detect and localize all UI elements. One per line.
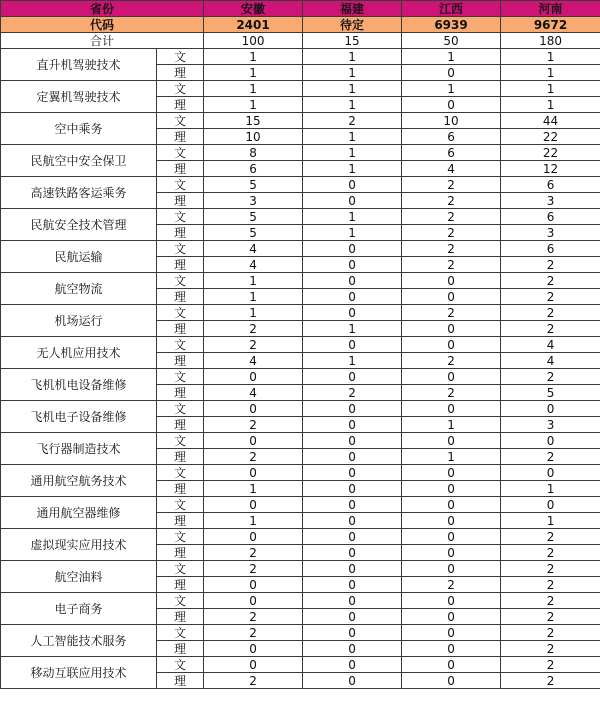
- quota-fujian: 1: [303, 49, 402, 65]
- quota-anhui: 2: [204, 449, 303, 465]
- quota-henan: 1: [501, 81, 600, 97]
- quota-fujian: 0: [303, 417, 402, 433]
- quota-anhui: 4: [204, 257, 303, 273]
- quota-anhui: 0: [204, 657, 303, 673]
- major-name: 移动互联应用技术: [1, 657, 157, 689]
- quota-henan: 2: [501, 369, 600, 385]
- subject-type: 理: [157, 577, 204, 593]
- quota-fujian: 0: [303, 545, 402, 561]
- quota-henan: 1: [501, 65, 600, 81]
- header-province-fujian: 福建: [303, 1, 402, 17]
- subject-type: 文: [157, 305, 204, 321]
- major-name: 机场运行: [1, 305, 157, 337]
- quota-jiangxi: 2: [402, 577, 501, 593]
- quota-anhui: 2: [204, 321, 303, 337]
- quota-jiangxi: 6: [402, 129, 501, 145]
- quota-anhui: 2: [204, 673, 303, 689]
- quota-jiangxi: 0: [402, 433, 501, 449]
- major-name: 通用航空器维修: [1, 497, 157, 529]
- subject-type: 文: [157, 625, 204, 641]
- subject-type: 理: [157, 129, 204, 145]
- quota-henan: 0: [501, 497, 600, 513]
- subject-type: 理: [157, 385, 204, 401]
- quota-anhui: 0: [204, 529, 303, 545]
- subject-type: 理: [157, 97, 204, 113]
- major-name: 飞行器制造技术: [1, 433, 157, 465]
- quota-jiangxi: 2: [402, 257, 501, 273]
- quota-jiangxi: 0: [402, 641, 501, 657]
- quota-jiangxi: 0: [402, 321, 501, 337]
- quota-henan: 0: [501, 401, 600, 417]
- quota-anhui: 5: [204, 225, 303, 241]
- quota-henan: 2: [501, 673, 600, 689]
- subject-type: 文: [157, 113, 204, 129]
- subject-type: 理: [157, 641, 204, 657]
- quota-anhui: 1: [204, 513, 303, 529]
- major-name: 人工智能技术服务: [1, 625, 157, 657]
- quota-jiangxi: 0: [402, 545, 501, 561]
- quota-henan: 0: [501, 433, 600, 449]
- header-province-label: 省份: [1, 1, 204, 17]
- quota-fujian: 1: [303, 353, 402, 369]
- quota-anhui: 1: [204, 289, 303, 305]
- total-jiangxi: 50: [402, 33, 501, 49]
- quota-fujian: 0: [303, 609, 402, 625]
- quota-jiangxi: 0: [402, 337, 501, 353]
- major-name: 直升机驾驶技术: [1, 49, 157, 81]
- quota-henan: 1: [501, 481, 600, 497]
- code-row: [1, 17, 600, 33]
- quota-henan: 6: [501, 177, 600, 193]
- table-row: [1, 529, 600, 545]
- quota-fujian: 1: [303, 225, 402, 241]
- quota-henan: 2: [501, 529, 600, 545]
- quota-anhui: 0: [204, 577, 303, 593]
- quota-anhui: 3: [204, 193, 303, 209]
- quota-anhui: 1: [204, 481, 303, 497]
- quota-anhui: 8: [204, 145, 303, 161]
- quota-jiangxi: 0: [402, 273, 501, 289]
- major-name: 民航运输: [1, 241, 157, 273]
- subject-type: 理: [157, 513, 204, 529]
- quota-anhui: 5: [204, 177, 303, 193]
- quota-anhui: 0: [204, 641, 303, 657]
- quota-fujian: 1: [303, 65, 402, 81]
- quota-fujian: 0: [303, 529, 402, 545]
- total-anhui: 100: [204, 33, 303, 49]
- quota-fujian: 0: [303, 497, 402, 513]
- quota-jiangxi: 2: [402, 193, 501, 209]
- quota-anhui: 1: [204, 81, 303, 97]
- quota-henan: 0: [501, 465, 600, 481]
- subject-type: 文: [157, 337, 204, 353]
- subject-type: 理: [157, 289, 204, 305]
- quota-henan: 2: [501, 449, 600, 465]
- quota-anhui: 2: [204, 545, 303, 561]
- subject-type: 文: [157, 497, 204, 513]
- table-row: [1, 177, 600, 193]
- major-name: 民航空中安全保卫: [1, 145, 157, 177]
- subject-type: 理: [157, 545, 204, 561]
- subject-type: 文: [157, 561, 204, 577]
- subject-type: 文: [157, 657, 204, 673]
- major-name: 无人机应用技术: [1, 337, 157, 369]
- major-name: 通用航空航务技术: [1, 465, 157, 497]
- code-fujian: 待定: [303, 17, 402, 33]
- quota-jiangxi: 0: [402, 481, 501, 497]
- quota-jiangxi: 0: [402, 465, 501, 481]
- quota-jiangxi: 2: [402, 385, 501, 401]
- quota-jiangxi: 1: [402, 49, 501, 65]
- quota-jiangxi: 0: [402, 369, 501, 385]
- subject-type: 理: [157, 417, 204, 433]
- major-rows: [1, 49, 600, 689]
- major-name: 定翼机驾驶技术: [1, 81, 157, 113]
- subject-type: 理: [157, 161, 204, 177]
- quota-fujian: 0: [303, 561, 402, 577]
- quota-henan: 4: [501, 353, 600, 369]
- subject-type: 文: [157, 433, 204, 449]
- subject-type: 文: [157, 81, 204, 97]
- quota-fujian: 0: [303, 657, 402, 673]
- quota-henan: 3: [501, 193, 600, 209]
- quota-fujian: 0: [303, 577, 402, 593]
- major-name: 虚拟现实应用技术: [1, 529, 157, 561]
- quota-fujian: 0: [303, 641, 402, 657]
- quota-henan: 2: [501, 257, 600, 273]
- quota-henan: 3: [501, 225, 600, 241]
- major-name: 飞机电子设备维修: [1, 401, 157, 433]
- quota-henan: 22: [501, 129, 600, 145]
- total-label: 合计: [1, 33, 204, 49]
- table-row: [1, 145, 600, 161]
- code-label: 代码: [1, 17, 204, 33]
- quota-fujian: 0: [303, 289, 402, 305]
- quota-anhui: 2: [204, 561, 303, 577]
- table-row: [1, 433, 600, 449]
- quota-anhui: 5: [204, 209, 303, 225]
- quota-anhui: 1: [204, 49, 303, 65]
- table-row: [1, 209, 600, 225]
- quota-fujian: 1: [303, 81, 402, 97]
- quota-jiangxi: 1: [402, 81, 501, 97]
- quota-henan: 4: [501, 337, 600, 353]
- subject-type: 理: [157, 609, 204, 625]
- header-province-anhui: 安徽: [204, 1, 303, 17]
- subject-type: 理: [157, 481, 204, 497]
- table-row: [1, 241, 600, 257]
- quota-henan: 2: [501, 593, 600, 609]
- quota-fujian: 1: [303, 161, 402, 177]
- quota-henan: 2: [501, 641, 600, 657]
- subject-type: 文: [157, 177, 204, 193]
- quota-jiangxi: 2: [402, 353, 501, 369]
- quota-anhui: 2: [204, 337, 303, 353]
- quota-jiangxi: 2: [402, 225, 501, 241]
- quota-anhui: 0: [204, 465, 303, 481]
- subject-type: 理: [157, 193, 204, 209]
- quota-jiangxi: 0: [402, 513, 501, 529]
- subject-type: 文: [157, 209, 204, 225]
- table-row: [1, 113, 600, 129]
- total-henan: 180: [501, 33, 600, 49]
- table-row: [1, 81, 600, 97]
- quota-jiangxi: 0: [402, 609, 501, 625]
- code-henan: 9672: [501, 17, 600, 33]
- table-row: [1, 561, 600, 577]
- quota-anhui: 10: [204, 129, 303, 145]
- major-name: 航空物流: [1, 273, 157, 305]
- quota-fujian: 0: [303, 433, 402, 449]
- quota-jiangxi: 0: [402, 561, 501, 577]
- table-row: [1, 657, 600, 673]
- table-row: [1, 273, 600, 289]
- quota-henan: 12: [501, 161, 600, 177]
- quota-henan: 2: [501, 273, 600, 289]
- table-row: [1, 49, 600, 65]
- subject-type: 文: [157, 145, 204, 161]
- quota-anhui: 0: [204, 401, 303, 417]
- quota-fujian: 1: [303, 129, 402, 145]
- quota-jiangxi: 2: [402, 305, 501, 321]
- quota-jiangxi: 0: [402, 289, 501, 305]
- quota-fujian: 0: [303, 273, 402, 289]
- quota-henan: 1: [501, 97, 600, 113]
- quota-henan: 2: [501, 657, 600, 673]
- table-row: [1, 305, 600, 321]
- quota-jiangxi: 2: [402, 209, 501, 225]
- quota-fujian: 0: [303, 305, 402, 321]
- subject-type: 理: [157, 225, 204, 241]
- subject-type: 理: [157, 257, 204, 273]
- quota-jiangxi: 2: [402, 177, 501, 193]
- quota-fujian: 2: [303, 385, 402, 401]
- subject-type: 理: [157, 673, 204, 689]
- quota-fujian: 1: [303, 209, 402, 225]
- quota-jiangxi: 4: [402, 161, 501, 177]
- quota-jiangxi: 1: [402, 449, 501, 465]
- quota-henan: 5: [501, 385, 600, 401]
- quota-henan: 2: [501, 625, 600, 641]
- table-row: [1, 337, 600, 353]
- quota-fujian: 1: [303, 321, 402, 337]
- quota-jiangxi: 0: [402, 65, 501, 81]
- quota-henan: 2: [501, 561, 600, 577]
- quota-jiangxi: 0: [402, 593, 501, 609]
- quota-anhui: 1: [204, 97, 303, 113]
- quota-anhui: 2: [204, 609, 303, 625]
- table-row: [1, 593, 600, 609]
- quota-fujian: 0: [303, 241, 402, 257]
- quota-henan: 22: [501, 145, 600, 161]
- quota-henan: 2: [501, 609, 600, 625]
- quota-anhui: 2: [204, 625, 303, 641]
- quota-fujian: 0: [303, 465, 402, 481]
- quota-fujian: 1: [303, 97, 402, 113]
- quota-henan: 2: [501, 321, 600, 337]
- subject-type: 文: [157, 401, 204, 417]
- quota-fujian: 0: [303, 673, 402, 689]
- major-name: 空中乘务: [1, 113, 157, 145]
- quota-henan: 2: [501, 305, 600, 321]
- quota-jiangxi: 0: [402, 673, 501, 689]
- major-name: 航空油料: [1, 561, 157, 593]
- major-name: 飞机机电设备维修: [1, 369, 157, 401]
- header-row: [1, 1, 600, 17]
- quota-jiangxi: 0: [402, 529, 501, 545]
- subject-type: 文: [157, 369, 204, 385]
- quota-jiangxi: 0: [402, 401, 501, 417]
- quota-henan: 2: [501, 545, 600, 561]
- code-anhui: 2401: [204, 17, 303, 33]
- quota-jiangxi: 6: [402, 145, 501, 161]
- quota-henan: 3: [501, 417, 600, 433]
- quota-anhui: 1: [204, 65, 303, 81]
- subject-type: 文: [157, 273, 204, 289]
- major-name: 电子商务: [1, 593, 157, 625]
- quota-jiangxi: 10: [402, 113, 501, 129]
- quota-henan: 2: [501, 289, 600, 305]
- subject-type: 文: [157, 49, 204, 65]
- table-row: [1, 625, 600, 641]
- subject-type: 文: [157, 465, 204, 481]
- major-name: 高速铁路客运乘务: [1, 177, 157, 209]
- quota-anhui: 0: [204, 433, 303, 449]
- quota-anhui: 4: [204, 385, 303, 401]
- table-row: [1, 465, 600, 481]
- quota-henan: 1: [501, 513, 600, 529]
- quota-anhui: 1: [204, 305, 303, 321]
- quota-anhui: 6: [204, 161, 303, 177]
- quota-fujian: 0: [303, 257, 402, 273]
- quota-jiangxi: 0: [402, 625, 501, 641]
- quota-fujian: 0: [303, 481, 402, 497]
- header-province-jiangxi: 江西: [402, 1, 501, 17]
- quota-anhui: 0: [204, 497, 303, 513]
- quota-anhui: 2: [204, 417, 303, 433]
- quota-anhui: 1: [204, 273, 303, 289]
- subject-type: 理: [157, 321, 204, 337]
- quota-jiangxi: 0: [402, 657, 501, 673]
- quota-fujian: 0: [303, 449, 402, 465]
- subject-type: 文: [157, 593, 204, 609]
- subject-type: 文: [157, 529, 204, 545]
- subject-type: 理: [157, 449, 204, 465]
- quota-fujian: 0: [303, 177, 402, 193]
- quota-henan: 6: [501, 209, 600, 225]
- subject-type: 理: [157, 65, 204, 81]
- total-fujian: 15: [303, 33, 402, 49]
- quota-henan: 6: [501, 241, 600, 257]
- quota-fujian: 0: [303, 337, 402, 353]
- quota-jiangxi: 1: [402, 417, 501, 433]
- quota-fujian: 1: [303, 145, 402, 161]
- quota-anhui: 4: [204, 241, 303, 257]
- quota-fujian: 0: [303, 513, 402, 529]
- total-row: [1, 33, 600, 49]
- quota-fujian: 0: [303, 625, 402, 641]
- table-row: [1, 369, 600, 385]
- quota-fujian: 2: [303, 113, 402, 129]
- subject-type: 文: [157, 241, 204, 257]
- quota-fujian: 0: [303, 193, 402, 209]
- quota-jiangxi: 0: [402, 497, 501, 513]
- quota-henan: 1: [501, 49, 600, 65]
- quota-anhui: 0: [204, 369, 303, 385]
- header-province-henan: 河南: [501, 1, 600, 17]
- quota-fujian: 0: [303, 369, 402, 385]
- quota-fujian: 0: [303, 593, 402, 609]
- quota-henan: 2: [501, 577, 600, 593]
- quota-fujian: 0: [303, 401, 402, 417]
- quota-anhui: 15: [204, 113, 303, 129]
- table-row: [1, 497, 600, 513]
- quota-anhui: 4: [204, 353, 303, 369]
- code-jiangxi: 6939: [402, 17, 501, 33]
- subject-type: 理: [157, 353, 204, 369]
- table-row: [1, 401, 600, 417]
- quota-jiangxi: 2: [402, 241, 501, 257]
- major-name: 民航安全技术管理: [1, 209, 157, 241]
- quota-jiangxi: 0: [402, 97, 501, 113]
- quota-anhui: 0: [204, 593, 303, 609]
- quota-henan: 44: [501, 113, 600, 129]
